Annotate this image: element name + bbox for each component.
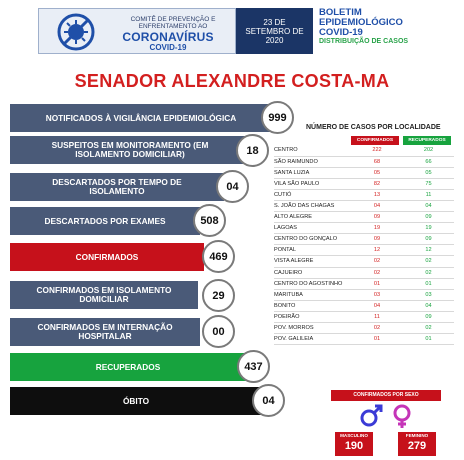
- table-row: [274, 178, 454, 189]
- table-row: [274, 278, 454, 289]
- locality-name: SÃO RAIMUNDO: [274, 156, 351, 167]
- stat-value-recuperados: 437: [237, 350, 270, 383]
- female-symbol-icon: [395, 406, 409, 428]
- gender-symbols: [354, 403, 424, 429]
- date-line-1: 23 DE: [263, 18, 286, 27]
- col-head-confirmed: CONFIRMADOS: [351, 136, 399, 145]
- table-row: [274, 167, 454, 178]
- stat-value-confirmados-isolamento: 29: [202, 279, 235, 312]
- stat-value-descartados-tempo: 04: [216, 170, 249, 203]
- recovered-cell: 12: [403, 245, 454, 256]
- table-row: [274, 156, 454, 167]
- male-count-box: [335, 432, 373, 456]
- confirmed-cell: 09: [351, 234, 403, 245]
- table-row: [274, 234, 454, 245]
- confirmed-cell: 05: [351, 167, 403, 178]
- recovered-cell: 04: [403, 300, 454, 311]
- locality-name: ALTO ALEGRE: [274, 212, 351, 223]
- recovered-cell: 04: [403, 200, 454, 211]
- stat-label: CONFIRMADOS EM INTERNAÇÃO HOSPITALAR: [37, 322, 173, 341]
- locality-name: CAJUEIRO: [274, 267, 351, 278]
- stat-bar-descartados-tempo: [10, 173, 224, 201]
- locality-name: SANTA LUZIA: [274, 167, 351, 178]
- stat-bar-confirmados-internacao: [10, 318, 200, 346]
- stat-bar-descartados-exames: [10, 207, 200, 235]
- table-row: [274, 245, 454, 256]
- locality-name: CENTRO: [274, 145, 351, 156]
- locality-name: POV. GALILEIA: [274, 334, 351, 345]
- locality-name: VISTA ALEGRE: [274, 256, 351, 267]
- table-row: [274, 200, 454, 211]
- table-row: [274, 223, 454, 234]
- table-row: [274, 311, 454, 322]
- committee-text: COMITÊ DE PREVENÇÃO E ENFRENTAMENTO AO: [130, 16, 216, 30]
- locality-name: POV. MORROS: [274, 323, 351, 334]
- locality-name: VILA SÃO PAULO: [274, 178, 351, 189]
- table-row: [274, 256, 454, 267]
- confirmed-cell: 04: [351, 200, 403, 211]
- page-title: SENADOR ALEXANDRE COSTA-MA: [74, 71, 390, 91]
- stat-value-notificados: 999: [261, 101, 294, 134]
- locality-name: S. JOÃO DAS CHAGAS: [274, 200, 351, 211]
- stat-label: DESCARTADOS POR TEMPO DE ISOLAMENTO: [52, 177, 182, 196]
- date-block: [236, 8, 313, 54]
- committee-banner: [38, 8, 236, 54]
- recovered-cell: 03: [403, 289, 454, 300]
- locality-name: MARITUBA: [274, 289, 351, 300]
- stat-value-suspeitos: 18: [236, 134, 269, 167]
- stat-bar-recuperados: [10, 353, 246, 381]
- stat-value-confirmados-internacao: 00: [202, 315, 235, 348]
- confirmed-cell: 01: [351, 334, 403, 345]
- confirmed-cell: 01: [351, 278, 403, 289]
- recovered-cell: 02: [403, 323, 454, 334]
- confirmed-cell: 19: [351, 223, 403, 234]
- male-symbol-icon: [362, 406, 381, 425]
- table-row: [274, 145, 454, 156]
- stat-value-obito: 04: [252, 384, 285, 417]
- date-line-2: SETEMBRO DE: [245, 27, 304, 36]
- male-label: MASCULINO: [340, 433, 368, 438]
- female-value: 279: [407, 440, 427, 452]
- locality-name: PONTAL: [274, 245, 351, 256]
- confirmed-cell: 11: [351, 311, 403, 322]
- recovered-cell: 09: [403, 212, 454, 223]
- confirmed-cell: 68: [351, 156, 403, 167]
- stat-value-descartados-exames: 508: [193, 204, 226, 237]
- bulletin-header: [38, 8, 454, 54]
- stat-value-confirmados: 469: [202, 240, 235, 273]
- covid-text: COVID-19: [149, 43, 187, 52]
- locality-name: CUTIÓ: [274, 189, 351, 200]
- coronavirus-text: CORONAVÍRUS: [122, 30, 214, 44]
- stat-label: CONFIRMADOS: [75, 251, 139, 262]
- localidade-heading: NÚMERO DE CASOS POR LOCALIDADE: [306, 124, 441, 131]
- recovered-cell: 02: [403, 267, 454, 278]
- stat-bar-notificados: [10, 104, 272, 132]
- confirmed-cell: 13: [351, 189, 403, 200]
- table-row: [274, 189, 454, 200]
- confirmed-cell: 02: [351, 267, 403, 278]
- confirmed-cell: 04: [351, 300, 403, 311]
- recovered-cell: 01: [403, 334, 454, 345]
- recovered-cell: 05: [403, 167, 454, 178]
- recovered-cell: 09: [403, 234, 454, 245]
- female-count-box: [398, 432, 436, 456]
- stat-bar-confirmados: [10, 243, 204, 271]
- recovered-cell: 202: [403, 145, 454, 156]
- recovered-cell: 01: [403, 278, 454, 289]
- confirmed-cell: 03: [351, 289, 403, 300]
- table-row: [274, 334, 454, 345]
- boletim-line-3: COVID-19: [319, 27, 363, 38]
- confirmed-cell: 02: [351, 256, 403, 267]
- stat-label: ÓBITO: [122, 395, 150, 406]
- locality-name: POEIRÃO: [274, 311, 351, 322]
- locality-name: CENTRO DO GONÇALO: [274, 234, 351, 245]
- virus-no-icon: [57, 13, 95, 51]
- table-row: [274, 267, 454, 278]
- recovered-cell: 19: [403, 223, 454, 234]
- locality-name: BONITO: [274, 300, 351, 311]
- boletim-line-2: EPIDEMIOLÓGICO: [319, 17, 403, 28]
- recovered-cell: 66: [403, 156, 454, 167]
- col-head-recovered: RECUPERADOS: [403, 136, 451, 145]
- stat-bar-suspeitos: [10, 136, 250, 164]
- boletim-line-1: BOLETIM: [319, 7, 362, 18]
- localidade-table-body: [274, 145, 454, 345]
- stat-bar-obito: [10, 387, 262, 415]
- distribution-label: DISTRIBUIÇÃO DE CASOS: [319, 38, 409, 45]
- boletim-block: [319, 8, 454, 54]
- stat-label: CONFIRMADOS EM ISOLAMENTO DOMICILIAR: [36, 285, 172, 304]
- stat-bar-confirmados-isolamento: [10, 281, 198, 309]
- male-value: 190: [344, 440, 364, 452]
- recovered-cell: 75: [403, 178, 454, 189]
- sex-heading: CONFIRMADOS POR SEXO: [331, 390, 441, 401]
- table-row: [274, 289, 454, 300]
- stat-label: SUSPEITOS EM MONITORAMENTO (EM ISOLAMENTO DOMICILIAR): [51, 140, 209, 159]
- confirmed-cell: 222: [351, 145, 403, 156]
- confirmed-cell: 02: [351, 323, 403, 334]
- confirmed-cell: 09: [351, 212, 403, 223]
- table-row: [274, 212, 454, 223]
- table-row: [274, 300, 454, 311]
- confirmed-cell: 12: [351, 245, 403, 256]
- recovered-cell: 11: [403, 189, 454, 200]
- recovered-cell: 02: [403, 256, 454, 267]
- locality-name: CENTRO DO AGOSTINHO: [274, 278, 351, 289]
- female-label: FEMININO: [405, 433, 429, 438]
- stat-label: NOTIFICADOS À VIGILÂNCIA EPIDEMIOLÓGICA: [45, 112, 237, 123]
- table-row: [274, 323, 454, 334]
- locality-name: LAGOAS: [274, 223, 351, 234]
- stat-label: DESCARTADOS POR EXAMES: [44, 215, 166, 226]
- date-line-3: 2020: [265, 36, 284, 45]
- localidade-table: [274, 145, 454, 345]
- confirmed-cell: 82: [351, 178, 403, 189]
- stat-label: RECUPERADOS: [95, 361, 161, 372]
- recovered-cell: 09: [403, 311, 454, 322]
